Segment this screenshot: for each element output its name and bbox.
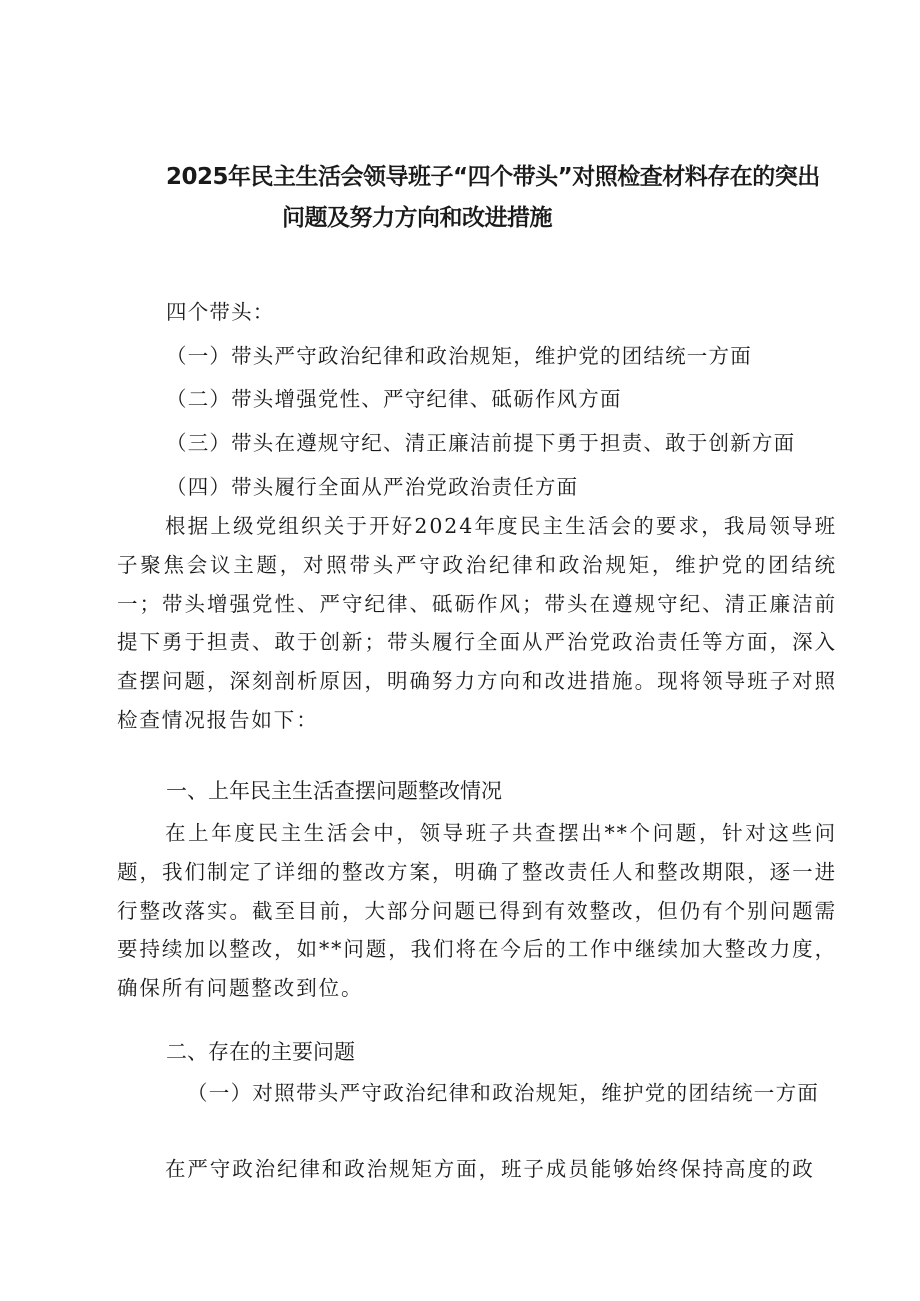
- subsection1-heading: （一）对照带头严守政治纪律和政治规矩，维护党的团结统一方面: [187, 1081, 820, 1105]
- subsection1-paragraph: 在严守政治纪律和政治规矩方面，班子成员能够始终保持高度的政: [165, 1157, 815, 1181]
- intro-paragraph: 根据上级党组织关于开好2024年度民主生活会的要求，我局领导班子聚焦会议主题，对照带头严守政治纪律和政治规矩，维护党的团结统一；带头增强党性、严守纪律、砥砺作风；带头在遵规守纪、清正廉洁前提下勇于担责、敢于创新；带头履行全面从严治党政治责任等方面，深入查摆问题，深刻剖析原因，明确努力方向和改进措施。现将领导班子对照检查情况报告如下：: [117, 514, 837, 732]
- document-title-line1: 2025年民主生活会领导班子“四个带头”对照检查材料存在的突出: [166, 164, 820, 190]
- list-item: （四）带头履行全面从严治党政治责任方面: [166, 475, 579, 499]
- section1-heading: 一、上年民主生活查摆问题整改情况: [166, 779, 502, 803]
- section1-paragraph: 在上年度民主生活会中，领导班子共查摆出**个问题，针对这些问题，我们制定了详细的整改方案，明确了整改责任人和整改期限，逐一进行整改落实。截至目前，大部分问题已得到有效整改，但仍有个别问题需要持续加以整改，如**问题，我们将在今后的工作中继续加大整改力度，确保所有问题整改到位。: [117, 821, 837, 1001]
- list-item: （一）带头严守政治纪律和政治规矩，维护党的团结统一方面: [166, 344, 752, 368]
- list-item: （三）带头在遵规守纪、清正廉洁前提下勇于担责、敢于创新方面: [166, 431, 796, 455]
- document-title-line2: 问题及努力方向和改进措施: [282, 205, 552, 231]
- intro-label: 四个带头：: [166, 300, 275, 324]
- section2-heading: 二、存在的主要问题: [166, 1040, 355, 1064]
- list-item: （二）带头增强党性、严守纪律、砥砺作风方面: [166, 387, 622, 411]
